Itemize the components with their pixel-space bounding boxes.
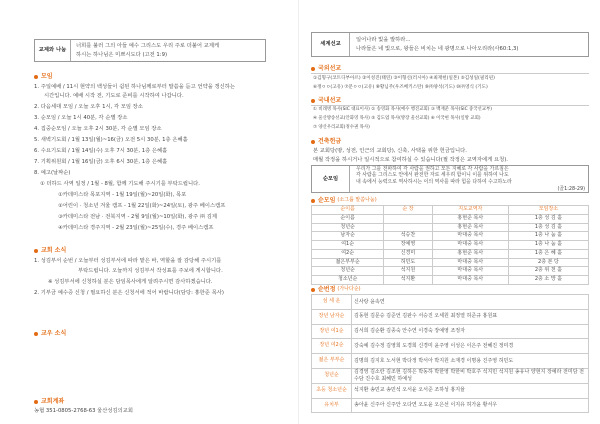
table-cell: 1층 나 눔 홀 [508,241,588,250]
mission-verse-box [311,32,589,57]
table-cell: 여1순 [312,241,384,250]
table-cell [384,214,432,223]
group-name: 젊은 부부순 [312,354,352,369]
table-cell: 순이름 [312,214,384,223]
intl-mission-heading: 국외선교 [311,64,341,73]
table-cell: 여2순 [312,249,384,258]
meeting-item: 2. 다음세대 모임 / 오늘 오후 1시, 각 모임 장소 [34,104,143,110]
member-news-heading: 교우 소식 [34,329,66,338]
fold-divider [298,0,299,424]
verse-line: 일어나라 빛을 발하라... [356,37,411,44]
small-group-heading: 순모임 (소그룹 말씀나눔) [311,196,377,205]
table-row [312,214,589,223]
table-row [312,324,589,339]
table-cell: 1층 성 김 홀 [508,214,588,223]
table-cell: 석지환 [384,276,432,285]
account-text: 농협 351-0805-2768-63 울산성김의교회 [34,408,133,414]
table-cell: 2층 위 천 홀 [508,267,588,276]
table-cell: 석지원 [384,267,432,276]
group-name: 유치부 [312,398,352,413]
table-cell: 마대중 목사 [432,276,508,285]
verse-line: 너희를 불러 그의 아들 예수 그리스도 우리 주로 더불어 교제케 [76,43,220,50]
bullet-dot-icon [34,332,38,336]
column-header: 순이름 [312,206,384,215]
meetings-heading: 모임 [34,72,53,81]
table-row [312,339,589,354]
meeting-item: 3. 순모임 / 오늘 1시 40분, 각 순별 장소 [34,115,128,121]
intl-line: ①김형구(코트디부아르) ②이성진(태연) ③이형신(러시아) ④최재헌(일본) ⑤김성일(필리핀) [313,76,495,81]
meeting-item: 1. 주일예배 / 11시 현약의 백성들이 쉼된 하나님께로부터 말씀을 듣고 언약을 갱신하는 [34,84,235,90]
table-cell: 1층 은 혜 홀 [508,249,588,258]
group-members: 강숙예 김수정 김영희 도경희 신경미 윤주영 이성은 이은주 전혜진 정미경 [352,339,589,354]
duty-roster-table [311,294,589,413]
group-members: 신사랑 윤속연 [352,295,589,310]
intl-line: ⑥정ㅇㅇ(고유) ⑦문ㅇㅇ(고유) ⑧황님주(우즈베키스탄) ⑨㈜양석(기도) ⑩㈜영식 (기도) [313,85,488,90]
mission-verse-text [356,33,585,56]
bullet-dot-icon [34,75,38,79]
table-cell: 마대중 목사 [432,258,508,267]
group-name: 초등 청소년순 [312,383,352,398]
verse-line: 하시는 하나님은 미쁘시도다 (고전 1:9) [76,51,168,58]
building-line: 본 교회당(땅, 성전, 인근의 교회당), 신축, 사택을 위한 헌금입니다. [313,148,467,154]
meeting-item: 6. 수요기도회 / 1월 14일(수) 오후 7시 30분, 1층 은혜홀 [34,148,168,154]
table-cell: 장예영 [384,241,432,250]
small-group-label: 순모임 [312,166,350,192]
table-row [312,276,589,285]
group-members: 송아윤 신주아 신주안 오다연 오도윤 오은선 이지유 허가윤 황서우 [352,398,589,413]
account-heading: 교회계좌 [34,397,64,406]
column-header: 순 장 [384,206,432,215]
domestic-line: ① 비래병 목사(SIC 대표이사) ② 송영화 목사(예수 행진교회) ③ 백재준 목사(SIC 중국선교부) [313,107,492,112]
group-members: 김경영 김소란 김조현 김하은 박동하 박한영 박한비 박호주 석지민 석지원 송유나 양현지 장예라 전미담 전수담 진수호 최혜민 하예성 [352,368,589,383]
mission-label: 세계선교 [312,33,350,56]
group-name: 장년 여2순 [312,339,352,354]
divider [311,73,589,74]
bullet-dot-icon [311,199,315,203]
table-cell: 마대중 목사 [432,241,508,250]
table-cell: 청년순 [312,223,384,232]
news-item: 1. 성김부서 순번 / 오늘부터 성김부서에 따라 맡은 바, 역할을 잘 감당해 주시기를 [34,258,222,264]
table-cell: 남자순 [312,232,384,241]
right-page [304,0,600,424]
table-row [312,295,589,310]
table-row [312,232,589,241]
meeting-item: 시간입니다. 예배 시작 전, 기도로 준비를 시작하여 나갑니다. [44,93,184,99]
left-verse-box [34,39,266,62]
small-group-verse [356,166,585,192]
meeting-item: 4. 집중순모임 / 오늘 오후 2시 30분, 각 순별 모임 장소 [34,126,162,132]
news-item: ※ 성김부서에 신청하실 분은 담임목사에게 알려주시면 감사하겠습니다. [48,279,213,285]
bullet-dot-icon [34,400,38,404]
table-cell: 석승찬 [384,232,432,241]
table-cell: 신경미 [384,249,432,258]
table-row [312,267,589,276]
table-cell: 허민도 [384,258,432,267]
table-cell: 젊은부부순 [312,258,384,267]
table-cell: 청소년순 [312,276,384,285]
building-line: 매월 작정을 하시거나 일시적으로 참여하실 수 있습니다(필 작정은 교역자에게 요청). [313,157,508,163]
meeting-item: 5. 새벽기도회 / 1월 13일(월)~16(금) 오전 5시 30분, 1층 은혜홀 [34,137,188,143]
news-item: 부탁드립니다. 오늘까지 성김부서 작성표를 주보에 게시합니다. [78,268,223,274]
table-cell: 1층 나 눔 홀 [508,232,588,241]
table-cell: 홍현준 목사 [432,249,508,258]
divider [311,105,589,106]
meeting-item: ① 더하드 사역 일정 / 1월 - 8월, 함께 기도해 주시기를 부탁드립니다. [40,181,200,187]
verse-line: 우리가 그를 전파하여 각 사람을 권하고 모든 지혜로 각 사람을 가르침은 [356,165,509,172]
table-cell: 홍현준 목사 [432,214,508,223]
table-row [312,223,589,232]
group-members: 석지환 송민교 송민석 오서윤 오서준 조하성 홍지율 [352,383,589,398]
building-fund-heading: 건축헌금 [311,137,341,146]
table-header-row [312,206,589,215]
table-row [312,249,589,258]
table-cell: 1층 성 김 홀 [508,223,588,232]
verse-text [76,40,262,61]
table-row [312,241,589,250]
bullet-dot-icon [34,249,38,253]
small-group-verse-box [311,165,589,193]
table-row [312,354,589,369]
bullet-dot-icon [311,99,315,103]
verse-line: 각 사람을 그리스도 안에서 완전한 자로 세우려 함이니 이를 위하여 나도 [356,172,509,179]
group-members: 김서희 김순환 김종숙 안수연 이경숙 장예영 조정자 [352,324,589,339]
table-cell: 2층 본 당 [508,258,588,267]
bullet-dot-icon [311,140,315,144]
meeting-item: 8. 예고(날짜순) [34,170,71,176]
meeting-item: ①카데미스타 목포지역 - 1월 19일(월)~20일(화), 목포 [58,192,187,198]
meeting-item: ④카데미스타 경주지역 - 2월 23일(월)~25일(수), 경주 베이스캠프 [58,225,214,231]
group-name: 청년순 [312,368,352,383]
domestic-mission-heading: 국내선교 [311,96,341,105]
table-cell: 마대중 목사 [432,232,508,241]
group-name: 섬 세 운 [312,295,352,310]
group-name: 장년 여1순 [312,324,352,339]
bullet-dot-icon [311,67,315,71]
domestic-line: ④ 울산방송선교(안화영 목사) ⑤ 김도엽 목사(방장 울선교회) ⑥ 이국현 목사(일방 교회) [313,116,481,121]
news-item: 2. 기부금 예수증 신청 / 필요하신 분은 신청서에 적어 바랍니다(담당: 홍한준 목사) [34,290,224,296]
left-page [0,0,296,424]
duty-roster-heading: 순번정 (가나다순) [311,285,361,294]
table-row [312,368,589,383]
domestic-line: ⑦ 양산우리교회(정수권 목사) [313,125,370,130]
meeting-item: 7. 기획위원회 / 1월 16일(금) 오후 6시 30분, 1층 은혜홀 [34,159,168,165]
verse-line: 나라들은 네 빛으로, 왕들은 비치는 네 광명으로 나아오리라(사60:1,3) [356,45,519,52]
table-row [312,383,589,398]
verse-line: (골1:28-29) [557,185,585,192]
table-cell: 2층 소 망 홀 [508,276,588,285]
table-cell: 홍현준 목사 [432,223,508,232]
meeting-item: ②어린이 · 청소년 겨울 캠프 - 1월 22일(화)~24일(토), 광주 베이스캠프 [58,203,226,209]
table-row [312,398,589,413]
table-cell: 청년순 [312,267,384,276]
church-news-heading: 교회 소식 [34,246,66,255]
table-cell: 마대중 목사 [432,267,508,276]
table-row [312,258,589,267]
table-cell [384,223,432,232]
group-name: 장년 남자순 [312,309,352,324]
column-header: 모임장소 [508,206,588,215]
small-group-table [311,205,589,285]
bullet-dot-icon [311,288,315,292]
group-members: 김명희 김지호 노서현 박다정 박서아 박지원 소재경 이명용 진주영 허민도 [352,354,589,369]
verse-line: 내 속에서 능력으로 역사하시는 이의 역사를 따라 힘을 다하여 수고하노라 [356,179,512,185]
meeting-item: ③카데미스타 전남 · 전북지역 - 2월 9일(월)~10일(화), 광주 ㈜ 김제 [58,214,217,220]
verse-label: 교제와 나눔 [35,40,71,61]
table-row [312,309,589,324]
group-members: 김동현 김문승 김준언 김판수 서승진 오세원 최정열 허준규 홍원표 [352,309,589,324]
column-header: 지도교역자 [432,206,508,215]
